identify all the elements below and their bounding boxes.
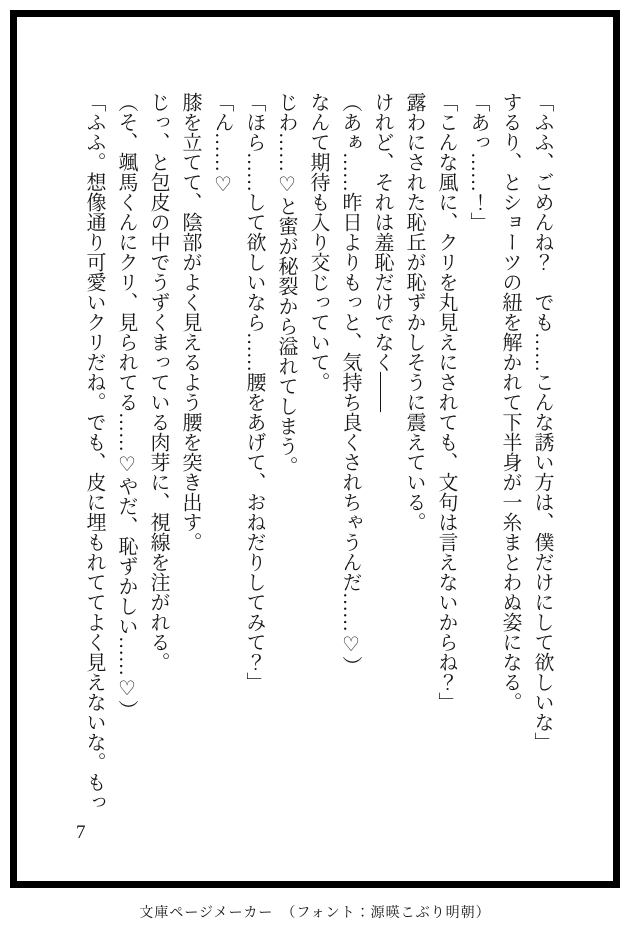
text-line: 膝を立てて、陰部がよく見えるよう腰を突き出す。 [179,92,201,552]
text-line: なんて期待も入り交じっていて。 [307,92,329,392]
text-line: 「ふふ、ごめんね？ でも……こんな誘い方は、僕だけにして欲しいな」 [531,92,553,752]
text-line: 「あっ……！」 [467,92,489,232]
text-line: 「ふふ。想像通り可愛いクリだね。でも、皮に埋もれててよく見えないな。もっ [83,92,105,812]
text-line: （あぁ……昨日よりもっと、気持ち良くされちゃうんだ……♡） [339,92,361,676]
text-line: けれど、それは羞恥だけでなく―― [371,92,393,412]
text-line: 露わにされた恥丘が恥ずかしそうに震えている。 [403,92,425,532]
text-line: 「ほら……して欲しいなら……腰をあげて、おねだりしてみて？」 [243,92,265,692]
text-line: 「こんな風に、クリを丸見えにされても、文句は言えないからね？」 [435,92,457,712]
text-line: じっ、と包皮の中でうずくまっている肉芽に、視線を注がれる。 [147,92,169,672]
page-number: 7 [76,822,86,843]
text-line: （そ、颯馬くんにクリ、見られてる……♡やだ、恥ずかしい……♡） [115,92,137,720]
text-line: じわ……♡と蜜が秘裂から溢れてしまう。 [275,92,297,476]
text-columns [78,92,558,816]
text-line: 「ん……♡ [211,92,233,196]
footer-caption: 文庫ページメーカー （フォント：源暎こぶり明朝） [139,906,491,921]
text-line: するり、とショーツの紐を解かれて下半身が一糸まとわぬ姿になる。 [499,92,521,712]
